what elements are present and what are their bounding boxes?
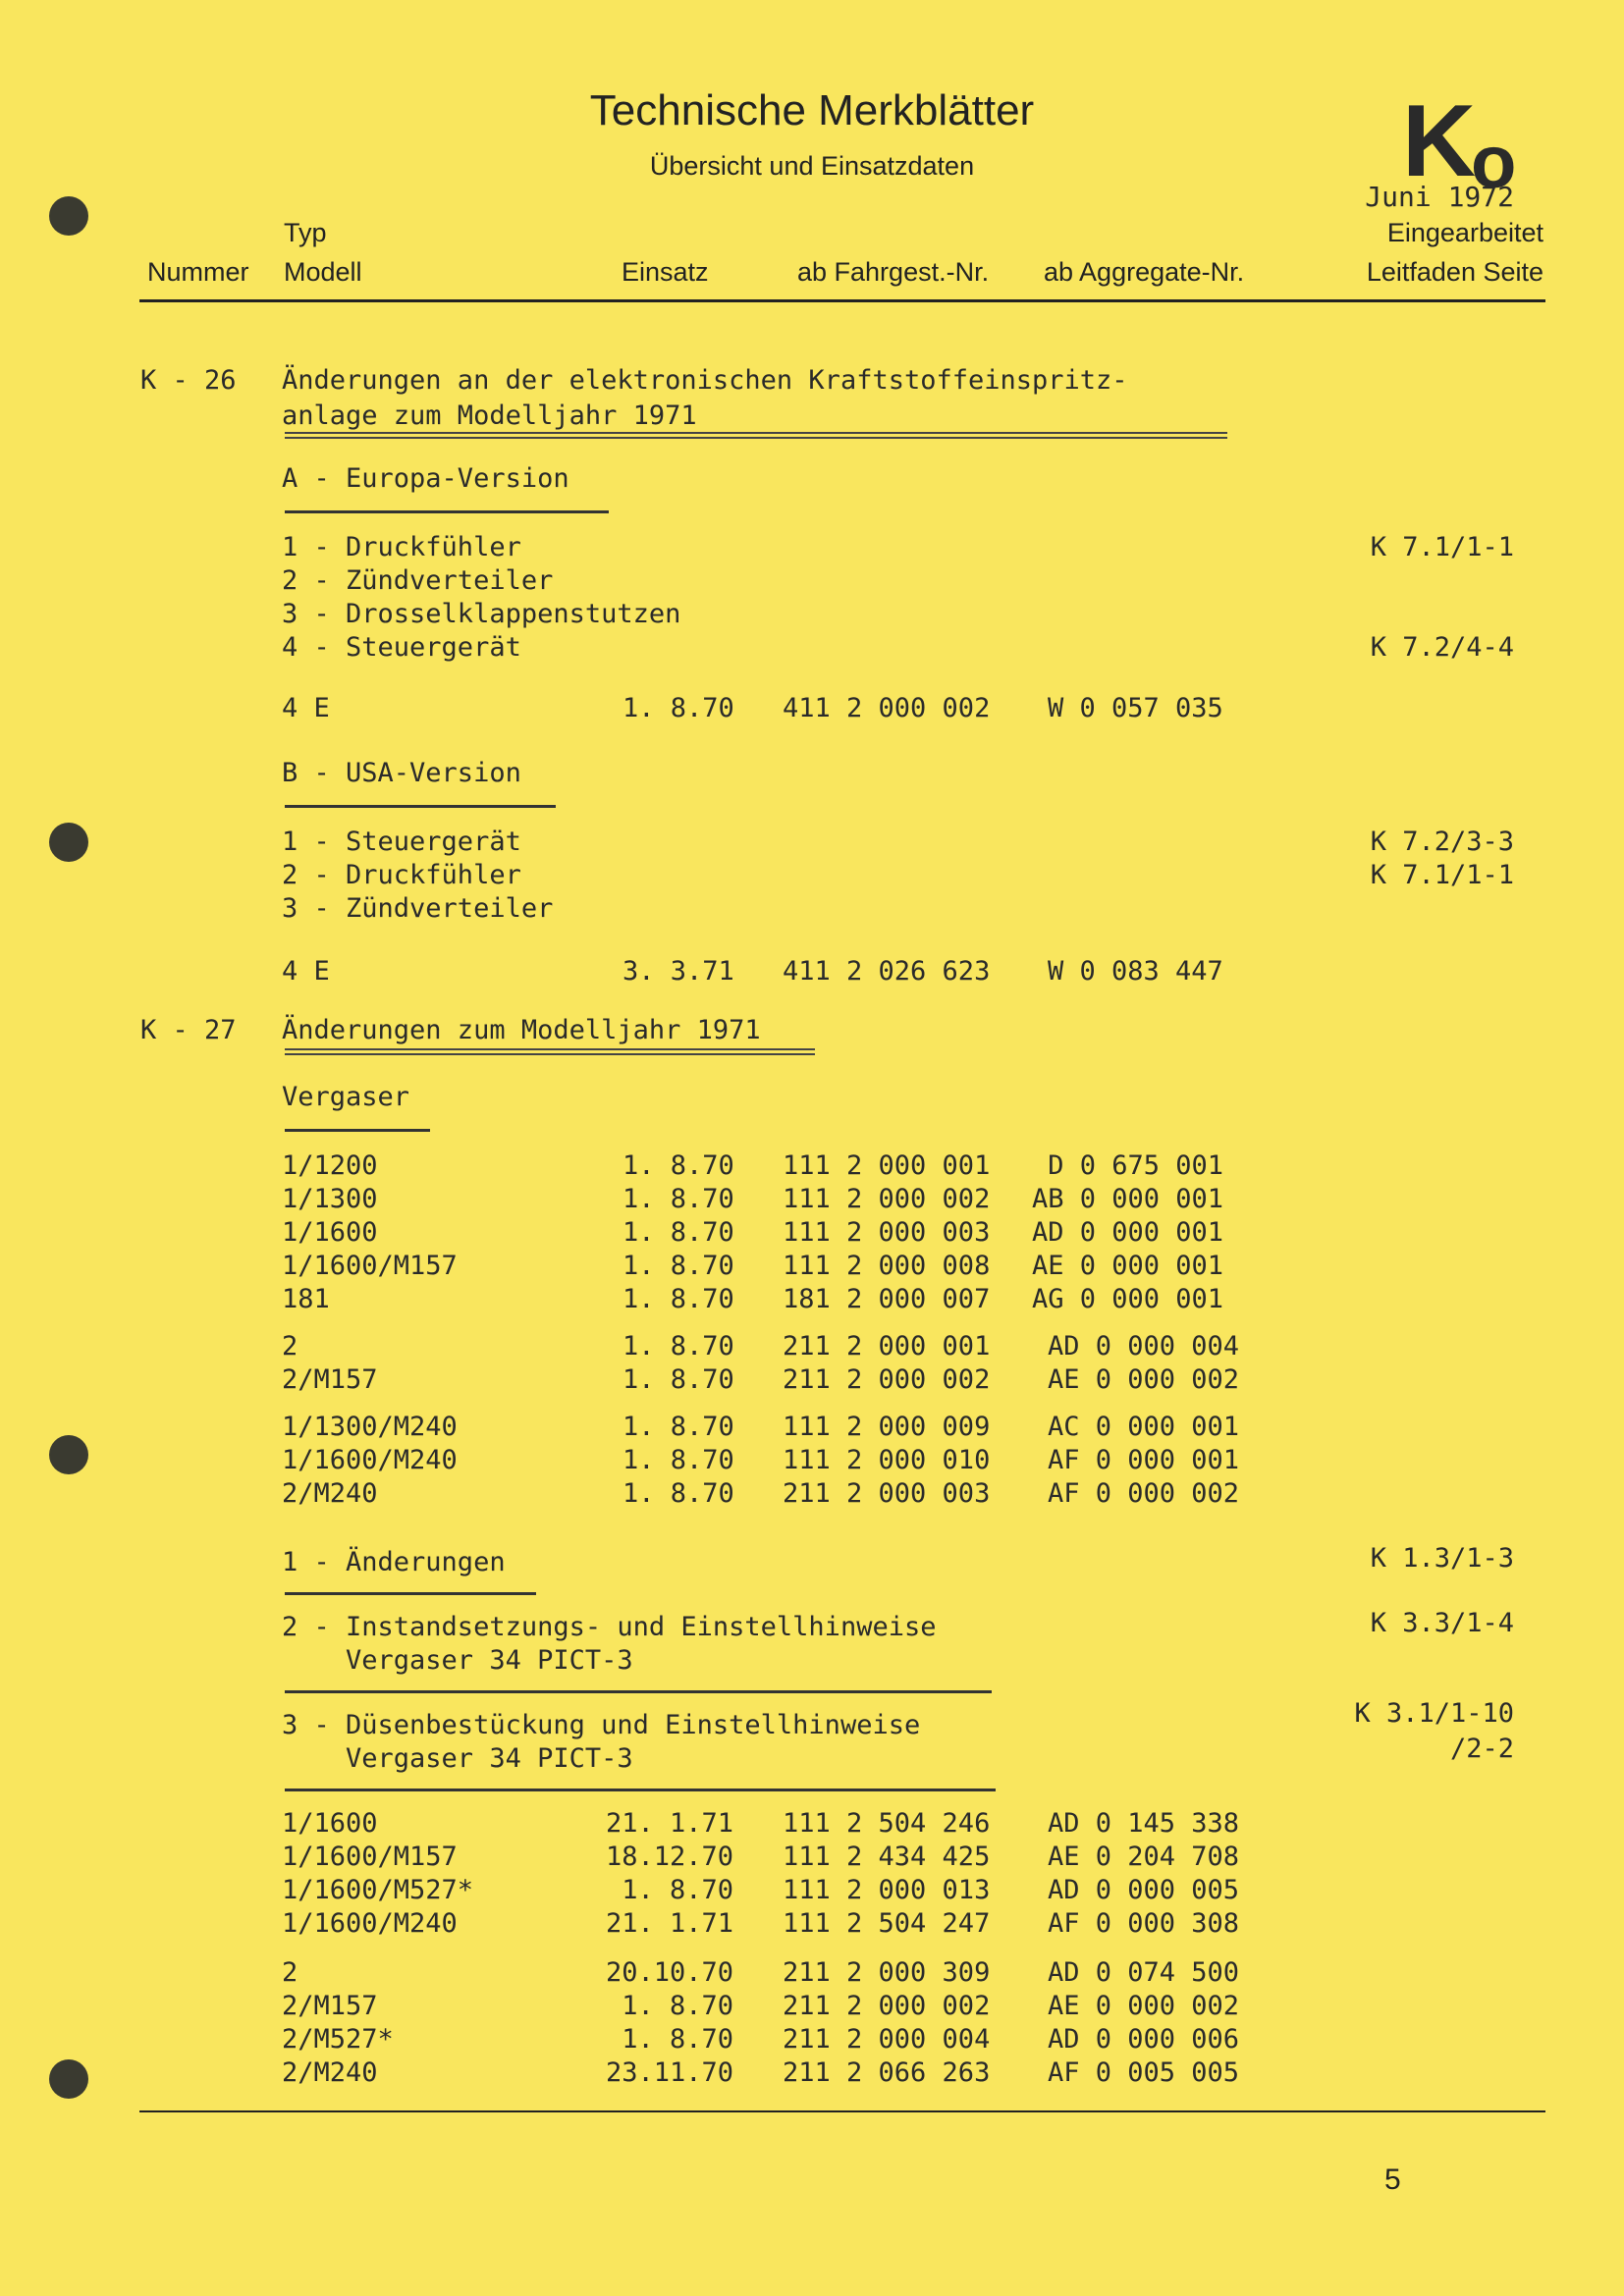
data-typ: 1/1600/M157 [282, 1842, 458, 1872]
data-einsatz: 1. 8.70 [623, 1478, 734, 1509]
data-aggregate: AD 0 074 500 [1048, 1957, 1240, 1988]
logo-letter-o: o [1471, 121, 1517, 204]
leitfaden-ref: K 7.2/3-3 [1370, 827, 1514, 857]
list-item-continued: Vergaser 34 PICT-3 [282, 1645, 633, 1676]
subsection-heading: A - Europa-Version [282, 463, 569, 494]
list-item: 2 - Druckfühler [282, 860, 521, 890]
data-fahrgestell: 111 2 000 010 [783, 1445, 991, 1475]
punch-hole [49, 1435, 88, 1474]
data-aggregate: AF 0 000 002 [1048, 1478, 1240, 1509]
data-fahrgestell: 111 2 000 009 [783, 1412, 991, 1442]
page-title: Technische Merkblätter [589, 86, 1035, 134]
section-number: K - 27 [140, 1015, 237, 1045]
list-item: 3 - Zündverteiler [282, 893, 554, 924]
data-einsatz: 1. 8.70 [623, 1184, 734, 1214]
subsection-heading: Vergaser [282, 1082, 410, 1112]
column-header-modell: Modell [284, 257, 362, 287]
column-header-eingearbeitet: Eingearbeitet [1386, 218, 1543, 247]
data-einsatz: 1. 8.70 [606, 2024, 734, 2055]
section-title-continued: anlage zum Modelljahr 1971 [282, 400, 697, 431]
header-rule [139, 299, 1545, 302]
data-typ: 181 [282, 1284, 330, 1314]
data-typ: 1/1300 [282, 1184, 378, 1214]
list-item: 3 - Drosselklappenstutzen [282, 599, 681, 629]
data-einsatz: 21. 1.71 [606, 1808, 734, 1839]
data-typ: 2/M240 [282, 2057, 378, 2088]
data-typ: 2 [282, 1331, 298, 1362]
data-aggregate: W 0 057 035 [1048, 693, 1223, 723]
data-fahrgestell: 411 2 000 002 [783, 693, 991, 723]
data-einsatz: 21. 1.71 [606, 1908, 734, 1939]
data-fahrgestell: 111 2 000 008 [783, 1251, 991, 1281]
data-typ: 1/1200 [282, 1150, 378, 1181]
data-fahrgestell: 211 2 000 003 [783, 1478, 991, 1509]
data-aggregate: AD 0 000 006 [1048, 2024, 1240, 2055]
leitfaden-ref: K 1.3/1-3 [1370, 1543, 1514, 1574]
data-typ: 1/1300/M240 [282, 1412, 458, 1442]
leitfaden-ref: K 7.1/1-1 [1370, 532, 1514, 562]
column-header-typ: Typ [284, 218, 327, 247]
data-einsatz: 20.10.70 [606, 1957, 734, 1988]
data-fahrgestell: 211 2 000 002 [783, 1364, 991, 1395]
footer-rule [139, 2110, 1545, 2112]
subsection-underline [285, 1592, 536, 1595]
data-fahrgestell: 111 2 000 002 [783, 1184, 991, 1214]
data-einsatz: 1. 8.70 [623, 1150, 734, 1181]
column-header-einsatz: Einsatz [622, 257, 709, 287]
data-aggregate: AB 0 000 001 [1032, 1184, 1224, 1214]
data-typ: 2 [282, 1957, 298, 1988]
data-typ: 2/M157 [282, 1364, 378, 1395]
page-subtitle: Übersicht und Einsatzdaten [649, 151, 975, 181]
data-aggregate: AD 0 145 338 [1048, 1808, 1240, 1839]
logo-letter-k: K [1402, 84, 1477, 198]
data-fahrgestell: 111 2 504 246 [783, 1808, 991, 1839]
list-item: 2 - Instandsetzungs- und Einstellhinweise [282, 1612, 937, 1642]
data-fahrgestell: 411 2 026 623 [783, 956, 991, 987]
section-title: Änderungen zum Modelljahr 1971 [282, 1015, 761, 1045]
page-number: 5 [1384, 2163, 1401, 2196]
data-aggregate: AF 0 005 005 [1048, 2057, 1240, 2088]
subsection-underline [285, 1789, 996, 1791]
data-typ: 1/1600 [282, 1217, 378, 1248]
data-fahrgestell: 211 2 000 001 [783, 1331, 991, 1362]
issue-date: Juni 1972 [1365, 181, 1514, 213]
data-typ: 2/M527* [282, 2024, 394, 2055]
leitfaden-ref: K 7.2/4-4 [1370, 632, 1514, 663]
leitfaden-ref: K 3.3/1-4 [1370, 1608, 1514, 1638]
data-einsatz: 1. 8.70 [623, 693, 734, 723]
data-fahrgestell: 211 2 000 002 [783, 1991, 991, 2021]
data-fahrgestell: 111 2 434 425 [783, 1842, 991, 1872]
data-einsatz: 1. 8.70 [623, 1412, 734, 1442]
list-item: 1 - Druckfühler [282, 532, 521, 562]
data-aggregate: AE 0 000 002 [1048, 1364, 1240, 1395]
leitfaden-ref-continued: /2-2 [1449, 1734, 1514, 1764]
column-header-leitfaden: Leitfaden Seite [1366, 257, 1543, 287]
data-einsatz: 1. 8.70 [623, 1217, 734, 1248]
data-typ: 1/1600/M157 [282, 1251, 458, 1281]
data-einsatz: 18.12.70 [606, 1842, 734, 1872]
data-aggregate: AE 0 000 001 [1032, 1251, 1224, 1281]
data-fahrgestell: 211 2 000 309 [783, 1957, 991, 1988]
column-header-aggregate: ab Aggregate-Nr. [1044, 257, 1245, 287]
list-item: 3 - Düsenbestückung und Einstellhinweise [282, 1710, 921, 1740]
double-underline [285, 1048, 815, 1055]
data-fahrgestell: 111 2 000 001 [783, 1150, 991, 1181]
data-aggregate: AF 0 000 001 [1048, 1445, 1240, 1475]
data-aggregate: AC 0 000 001 [1048, 1412, 1240, 1442]
list-item: 2 - Zündverteiler [282, 565, 554, 596]
data-typ: 4 E [282, 693, 330, 723]
data-aggregate: AD 0 000 001 [1032, 1217, 1224, 1248]
data-typ: 1/1600/M240 [282, 1445, 458, 1475]
subsection-underline [285, 1129, 430, 1132]
data-typ: 2/M240 [282, 1478, 378, 1509]
column-header-fahrgestell: ab Fahrgest.-Nr. [797, 257, 990, 287]
data-einsatz: 3. 3.71 [623, 956, 734, 987]
punch-hole [49, 196, 88, 236]
subsection-underline [285, 805, 556, 808]
data-aggregate: AG 0 000 001 [1032, 1284, 1224, 1314]
data-aggregate: AE 0 000 002 [1048, 1991, 1240, 2021]
data-typ: 1/1600/M240 [282, 1908, 458, 1939]
data-aggregate: D 0 675 001 [1032, 1150, 1224, 1181]
list-item-continued: Vergaser 34 PICT-3 [282, 1743, 633, 1774]
subsection-underline [285, 1690, 992, 1693]
data-fahrgestell: 111 2 000 003 [783, 1217, 991, 1248]
data-fahrgestell: 211 2 000 004 [783, 2024, 991, 2055]
data-fahrgestell: 181 2 000 007 [783, 1284, 991, 1314]
data-einsatz: 1. 8.70 [623, 1364, 734, 1395]
data-einsatz: 1. 8.70 [623, 1251, 734, 1281]
data-typ: 4 E [282, 956, 330, 987]
list-item: 1 - Änderungen [282, 1547, 506, 1577]
data-einsatz: 1. 8.70 [623, 1445, 734, 1475]
data-typ: 1/1600 [282, 1808, 378, 1839]
data-einsatz: 23.11.70 [606, 2057, 734, 2088]
data-aggregate: AE 0 204 708 [1048, 1842, 1240, 1872]
data-einsatz: 1. 8.70 [623, 1284, 734, 1314]
section-title: Änderungen an der elektronischen Kraftstoffeinspritz- [282, 365, 1128, 396]
double-underline [285, 432, 1227, 439]
data-einsatz: 1. 8.70 [623, 1331, 734, 1362]
leitfaden-ref: K 3.1/1-10 [1354, 1698, 1514, 1729]
section-number: K - 26 [140, 365, 237, 396]
data-einsatz: 1. 8.70 [606, 1875, 734, 1905]
data-fahrgestell: 211 2 066 263 [783, 2057, 991, 2088]
leitfaden-ref: K 7.1/1-1 [1370, 860, 1514, 890]
data-aggregate: W 0 083 447 [1048, 956, 1223, 987]
data-fahrgestell: 111 2 000 013 [783, 1875, 991, 1905]
data-aggregate: AD 0 000 004 [1048, 1331, 1240, 1362]
data-aggregate: AF 0 000 308 [1048, 1908, 1240, 1939]
data-typ: 1/1600/M527* [282, 1875, 474, 1905]
list-item: 4 - Steuergerät [282, 632, 521, 663]
column-header-nummer: Nummer [147, 257, 249, 287]
punch-hole [49, 823, 88, 862]
data-einsatz: 1. 8.70 [606, 1991, 734, 2021]
data-fahrgestell: 111 2 504 247 [783, 1908, 991, 1939]
punch-hole [49, 2059, 88, 2099]
subsection-underline [285, 510, 609, 513]
data-typ: 2/M157 [282, 1991, 378, 2021]
subsection-heading: B - USA-Version [282, 758, 521, 788]
data-aggregate: AD 0 000 005 [1048, 1875, 1240, 1905]
list-item: 1 - Steuergerät [282, 827, 521, 857]
